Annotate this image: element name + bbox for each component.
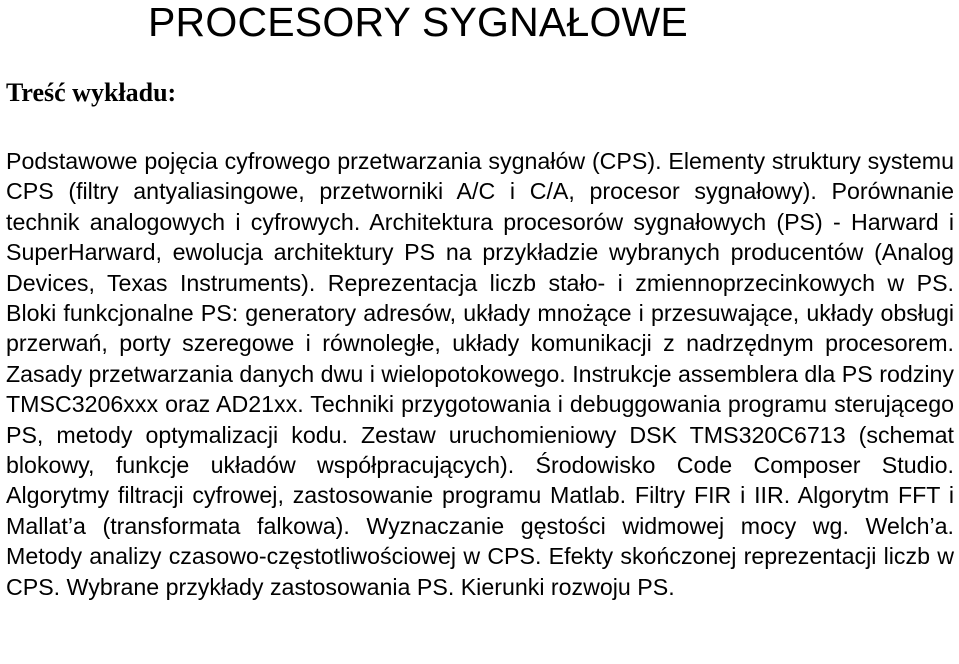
document-title: PROCESORY SYGNAŁOWE <box>148 0 688 45</box>
section-label: Treść wykładu: <box>6 78 177 107</box>
lecture-content-paragraph: Podstawowe pojęcia cyfrowego przetwarzania sygnałów (CPS). Elementy struktury systemu CPS (filtry antyaliasingowe, przetworniki A/C i C/A, procesor sygnałowy). Porównanie technik analogowych i cyfrowych. Architektura procesorów sygnałowych (PS) - Harward i SuperHarward, ewolucja architektury PS na przykładzie wybranych producentów (Analog Devices, Texas Instruments). Reprezentacja liczb stało- i zmiennoprzecinkowych w PS. Bloki funkcjonalne PS: generatory adresów, układy mnożące i przesuwające, układy obsługi przerwań, porty szeregowe i równoległe, układy komunikacji z nadrzędnym procesorem. Zasady przetwarzania danych dwu i wielopotokowego. Instrukcje assemblera dla PS rodziny TMSC3206xxx oraz AD21xx. Techniki przygotowania i debuggowania programu sterującego PS, metody optymalizacji kodu. Zestaw uruchomieniowy DSK TMS320C6713 (schemat blokowy, funkcje układów współpracujących). Środowisko Code Composer Studio. Algorytmy filtracji cyfrowej, zastosowanie programu Matlab. Filtry FIR i IIR. Algorytm FFT i Mallat’a (transformata falkowa). Wyznaczanie gęstości widmowej mocy wg. Welch’a. Metody analizy czasowo-częstotliwościowej w CPS. Efekty skończonej reprezentacji liczb w CPS. Wybrane przykłady zastosowania PS. Kierunki rozwoju PS. <box>6 148 954 600</box>
